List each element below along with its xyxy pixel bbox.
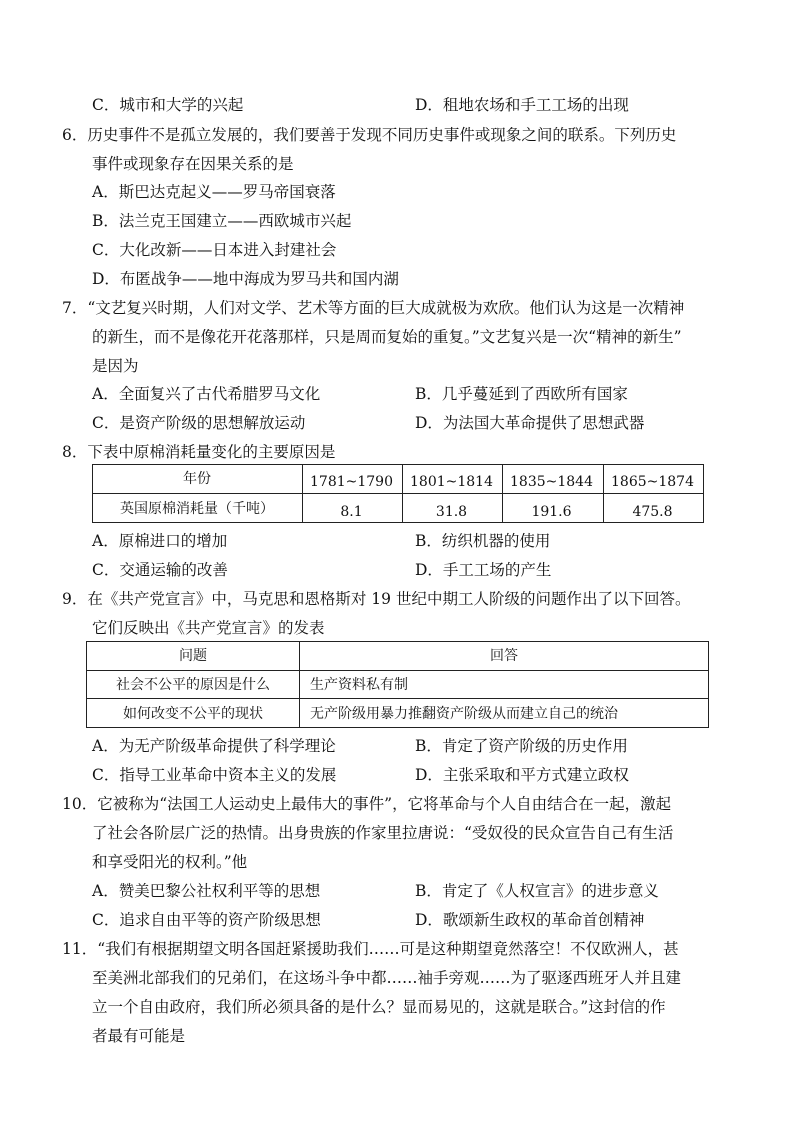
q7-option-d: D．为法国大革命提供了思想武器 bbox=[415, 414, 645, 432]
q10-option-a: A．赞美巴黎公社权利平等的思想 bbox=[92, 882, 321, 900]
q10-stem-line1: 10．它被称为“法国工人运动史上最伟大的事件”，它将革命与个人自由结合在一起，激起 bbox=[62, 795, 672, 813]
q8-table-year-label: 年份 bbox=[183, 471, 211, 487]
q8-option-d: D．手工工场的产生 bbox=[415, 561, 552, 579]
q11-stem-line3: 立一个自由政府，我们所必须具备的是什么？显而易见的，这就是联合。”这封信的作 bbox=[92, 998, 666, 1016]
q9-table-header-question: 问题 bbox=[179, 648, 207, 664]
q9-table-answer: 无产阶级用暴力推翻资产阶级从而建立自己的统治 bbox=[310, 706, 618, 722]
q9-option-b: B．肯定了资产阶级的历史作用 bbox=[415, 737, 628, 755]
q11-stem-line2: 至美洲北部我们的兄弟们，在这场斗争中都……袖手旁观……为了驱逐西班牙人并且建 bbox=[92, 969, 682, 987]
q7-stem-line3: 是因为 bbox=[92, 357, 139, 375]
q7-stem-line1: 7．“文艺复兴时期，人们对文学、艺术等方面的巨大成就极为欢欣。他们认为这是一次精神 bbox=[62, 299, 685, 317]
q8-option-c: C．交通运输的改善 bbox=[92, 561, 228, 579]
q7-option-c: C．是资产阶级的思想解放运动 bbox=[92, 414, 306, 432]
q6-option-b: B．法兰克王国建立——西欧城市兴起 bbox=[92, 212, 352, 230]
q7-stem-line2: 的新生，而不是像花开花落那样，只是周而复始的重复。”文艺复兴是一次“精神的新生” bbox=[92, 328, 682, 346]
q8-stem: 8．下表中原棉消耗量变化的主要原因是 bbox=[62, 443, 336, 461]
q9-table-answer: 生产资料私有制 bbox=[310, 677, 408, 693]
q11-stem-line4: 者最有可能是 bbox=[92, 1027, 186, 1045]
q8-table-value: 31.8 bbox=[435, 504, 468, 520]
q10-option-d: D．歌颂新生政权的革命首创精神 bbox=[415, 911, 645, 929]
q8-option-a: A．原棉进口的增加 bbox=[92, 532, 228, 550]
q8-option-b: B．纺织机器的使用 bbox=[415, 532, 551, 550]
q6-stem-line2: 事件或现象存在因果关系的是 bbox=[92, 155, 294, 173]
q6-option-d: D．布匿战争——地中海成为罗马共和国内湖 bbox=[92, 270, 399, 288]
q9-stem-line1: 9．在《共产党宣言》中，马克思和恩格斯对 19 世纪中期工人阶级的问题作出了以下回答。 bbox=[62, 590, 691, 608]
q8-table-value: 191.6 bbox=[531, 504, 572, 520]
q8-table-year: 1781~1790 bbox=[310, 474, 393, 490]
q8-table-year: 1865~1874 bbox=[611, 474, 694, 490]
q10-stem-line2: 了社会各阶层广泛的热情。出身贵族的作家里拉唐说：“受奴役的民众宣告自己有生活 bbox=[92, 824, 674, 842]
q9-option-a: A．为无产阶级革命提供了科学理论 bbox=[92, 737, 336, 755]
q10-stem-line3: 和享受阳光的权利。”他 bbox=[92, 853, 248, 871]
q8-table-value: 8.1 bbox=[340, 504, 363, 520]
q8-table-value: 475.8 bbox=[632, 504, 673, 520]
q9-stem-line2: 它们反映出《共产党宣言》的发表 bbox=[92, 619, 325, 637]
q11-stem-line1: 11．“我们有根据期望文明各国赶紧援助我们……可是这种期望竟然落空！不仅欧洲人，甚 bbox=[62, 940, 679, 958]
q6-stem-line1: 6．历史事件不是孤立发展的，我们要善于发现不同历史事件或现象之间的联系。下列历史 bbox=[62, 126, 677, 144]
q10-option-b: B．肯定了《人权宣言》的进步意义 bbox=[415, 882, 659, 900]
q9-option-c: C．指导工业革命中资本主义的发展 bbox=[92, 766, 337, 784]
q6-option-a: A．斯巴达克起义——罗马帝国衰落 bbox=[92, 183, 336, 201]
q5-option-c: C．城市和大学的兴起 bbox=[92, 96, 244, 114]
q8-table-row-label: 英国原棉消耗量（千吨） bbox=[120, 501, 274, 517]
q5-option-d: D．租地农场和手工工场的出现 bbox=[415, 96, 629, 114]
q9-table-question: 如何改变不公平的现状 bbox=[123, 706, 263, 722]
q6-option-c: C．大化改新——日本进入封建社会 bbox=[92, 241, 337, 259]
q8-table-year: 1801~1814 bbox=[410, 474, 493, 490]
q9-table-header-answer: 回答 bbox=[490, 648, 518, 664]
q7-option-b: B．几乎蔓延到了西欧所有国家 bbox=[415, 385, 628, 403]
q10-option-c: C．追求自由平等的资产阶级思想 bbox=[92, 911, 321, 929]
q8-table-year: 1835~1844 bbox=[510, 474, 593, 490]
q7-option-a: A．全面复兴了古代希腊罗马文化 bbox=[92, 385, 321, 403]
q9-table-question: 社会不公平的原因是什么 bbox=[116, 677, 270, 693]
q9-option-d: D．主张采取和平方式建立政权 bbox=[415, 766, 629, 784]
